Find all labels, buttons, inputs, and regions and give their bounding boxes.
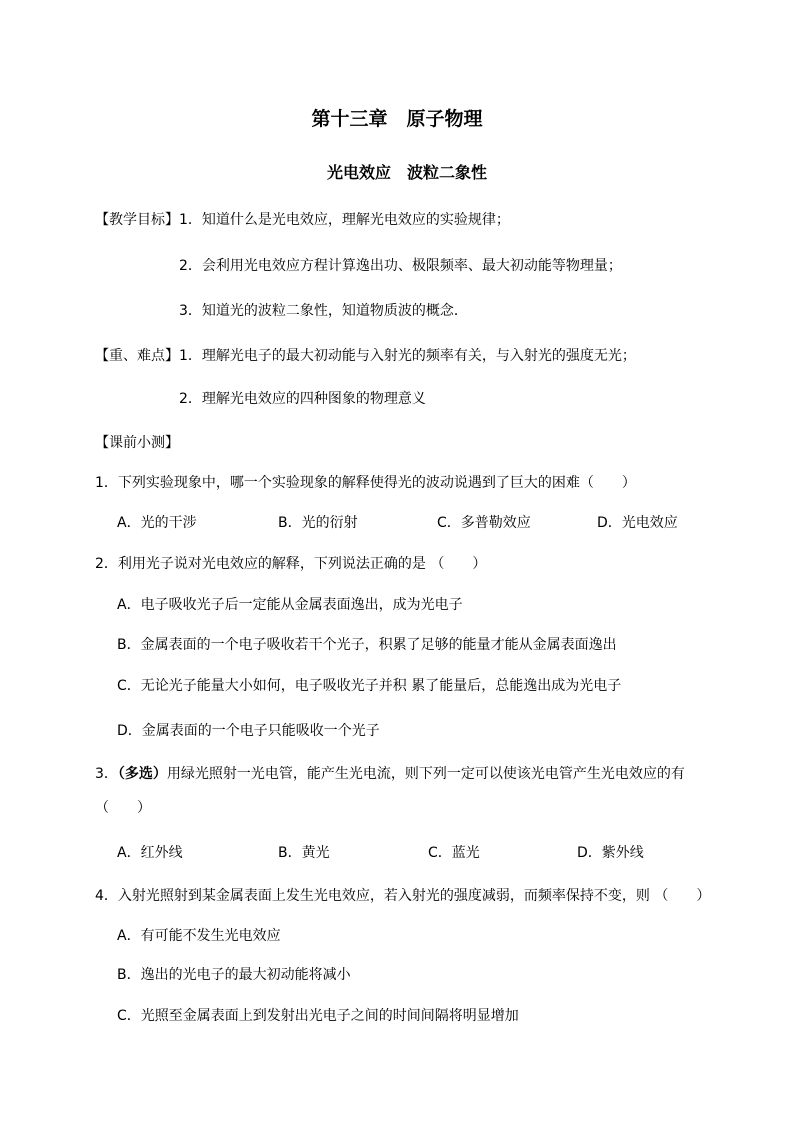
key-points-block [95, 347, 636, 365]
question-option: C．多普勒效应 [437, 515, 531, 531]
key-points-label: 【重、难点】 [95, 348, 179, 364]
question-stem: 2．利用光子说对光电效应的解释，下列说法正确的是 （ ） [95, 556, 487, 572]
question-option: A．有可能不发生光电效应 [117, 928, 281, 944]
question-stem-continued: （ ） [95, 800, 151, 816]
question-option: B．黄光 [278, 845, 330, 861]
question-option: C．蓝光 [428, 845, 480, 861]
key-point-item: 1．理解光电子的最大初动能与入射光的频率有关，与入射光的强度无光； [179, 348, 636, 364]
question-option: B．光的衍射 [278, 515, 358, 531]
multi-select-tag: （多选） [117, 766, 167, 782]
question-number: 3． [95, 766, 118, 782]
section-title: 光电效应 波粒二象性 [326, 163, 487, 182]
question-option: D．紫外线 [577, 845, 644, 861]
question-option: B．逸出的光电子的最大初动能将减小 [117, 967, 351, 983]
objective-item: 3．知道光的波粒二象性，知道物质波的概念． [179, 303, 468, 319]
question-option: A．电子吸收光子后一定能从金属表面逸出，成为光电子 [117, 597, 463, 613]
question-option: D．金属表面的一个电子只能吸收一个光子 [117, 723, 380, 739]
objective-item: 1．知道什么是光电效应，理解光电效应的实验规律； [179, 212, 510, 228]
objectives-block [95, 211, 510, 229]
question-option: A．光的干涉 [117, 515, 197, 531]
question-stem [95, 765, 685, 783]
question-option: A．红外线 [117, 845, 183, 861]
key-point-item: 2．理解光电效应的四种图象的物理意义 [179, 391, 426, 407]
question-option: C．无论光子能量大小如何，电子吸收光子并积 累了能量后，总能逸出成为光电子 [117, 678, 622, 694]
question-text: 用绿光照射一光电管，能产生光电流，则下列一定可以使该光电管产生光电效应的有 [166, 766, 685, 782]
pretest-label: 【课前小测】 [95, 435, 179, 451]
objective-item: 2．会利用光电效应方程计算逸出功、极限频率、最大初动能等物理量； [179, 258, 622, 274]
question-stem: 1．下列实验现象中，哪一个实验现象的解释使得光的波动说遇到了巨大的困难（ ） [95, 475, 636, 491]
question-stem: 4．入射光照射到某金属表面上发生光电效应，若入射光的强度减弱，而频率保持不变，则 （ ） [95, 888, 711, 904]
question-option: B．金属表面的一个电子吸收若干个光子，积累了足够的能量才能从金属表面逸出 [117, 637, 617, 653]
objectives-label: 【教学目标】 [95, 212, 179, 228]
question-option: C．光照至金属表面上到发射出光电子之间的时间间隔将明显增加 [117, 1008, 519, 1024]
chapter-title: 第十三章 原子物理 [311, 108, 483, 130]
question-option: D．光电效应 [597, 515, 678, 531]
